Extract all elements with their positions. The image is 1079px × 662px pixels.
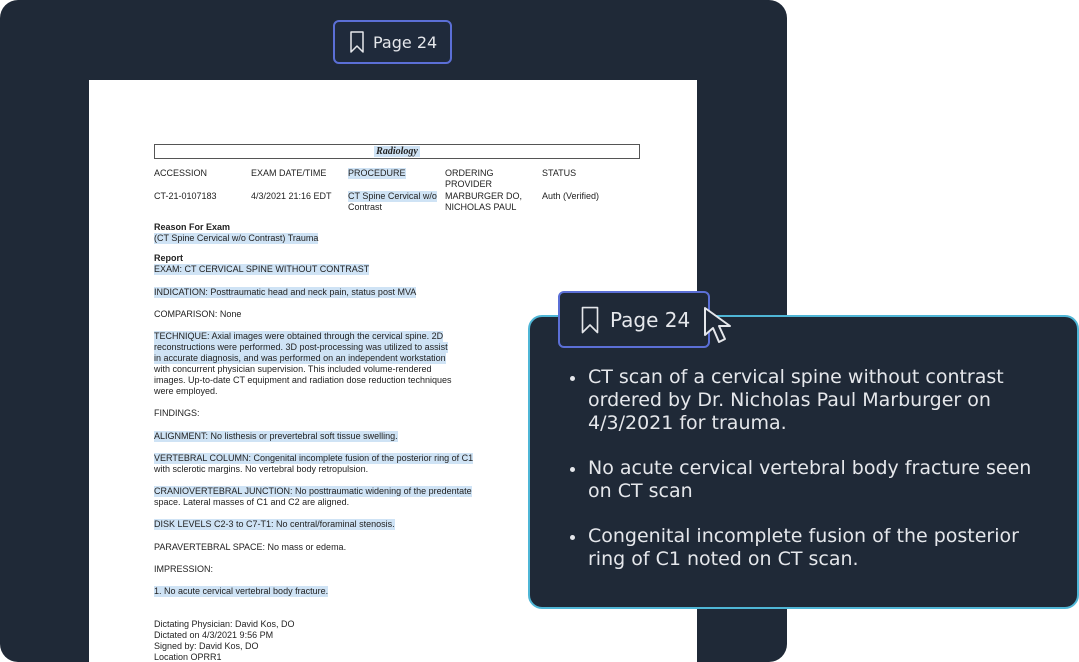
footer-line: Signed by: David Kos, DO [154,641,259,651]
page-badge-top[interactable] [333,20,452,64]
reason-heading: Reason For Exam [154,222,231,232]
header-exam-date: EXAM DATE/TIME [251,168,327,178]
summary-bullet: No acute cervical vertebral body fracture seen on CT scan [568,457,1058,503]
report-title: Radiology [376,146,418,157]
exam-line: EXAM: CT CERVICAL SPINE WITHOUT CONTRAST [154,264,370,274]
footer-line: Dictated on 4/3/2021 9:56 PM [154,630,274,640]
summary-bullets [568,366,1058,593]
cell-procedure-2: Contrast [348,202,383,212]
report-heading: Report [154,253,183,263]
header-accession: ACCESSION [154,168,208,178]
report-title-box [154,144,640,159]
footer-line: Dictating Physician: David Kos, DO [154,619,295,629]
header-procedure: PROCEDURE [348,168,406,178]
cranio-line-2: space. Lateral masses of C1 and C2 are aligned. [154,497,350,507]
cursor-arrow-icon [702,305,742,351]
vertebral-line-1: VERTEBRAL COLUMN: Congenital incomplete fusion of the posterior ring of C1 [154,453,474,463]
impression-line: 1. No acute cervical vertebral body fracture. [154,586,329,596]
footer-line: Location OPRR1 [154,652,222,662]
page-badge-label: Page 24 [610,307,691,332]
page-badge-panel[interactable] [558,291,710,348]
cell-exam-date: 4/3/2021 21:16 EDT [251,191,332,201]
summary-bullet: Congenital incomplete fusion of the posterior ring of C1 noted on CT scan. [568,525,1058,571]
header-provider: PROVIDER [445,179,493,189]
vertebral-line-2: with sclerotic margins. No vertebral body retropulsion. [154,464,369,474]
technique-line: images. Up-to-date CT equipment and radiation dose reduction techniques [154,375,452,385]
technique-line: were employed. [154,386,218,396]
cranio-line-1: CRANIOVERTEBRAL JUNCTION: No posttraumatic widening of the predentate [154,486,472,496]
technique-line: reconstructions were performed. 3D post-processing was utilized to assist [154,342,448,352]
technique-line: TECHNIQUE: Axial images were obtained through the cervical spine. 2D [154,331,444,341]
reason-text: (CT Spine Cervical w/o Contrast) Trauma [154,233,319,243]
header-ordering: ORDERING [445,168,494,178]
cell-accession: CT-21-0107183 [154,191,217,201]
technique-line: with concurrent physician supervision. This included volume-rendered [154,364,432,374]
comparison-line: COMPARISON: None [154,309,242,319]
header-status: STATUS [542,168,577,178]
impression-heading: IMPRESSION: [154,564,214,574]
paravertebral-line: PARAVERTEBRAL SPACE: No mass or edema. [154,542,347,552]
technique-line: in accurate diagnosis, and was performed on an independent workstation [154,353,446,363]
indication-line: INDICATION: Posttraumatic head and neck pain, status post MVA [154,287,417,297]
cell-status: Auth (Verified) [542,191,600,201]
page-badge-label: Page 24 [373,32,438,52]
findings-heading: FINDINGS: [154,408,200,418]
alignment-line: ALIGNMENT: No listhesis or prevertebral soft tissue swelling. [154,431,398,441]
bookmark-icon [349,31,365,53]
cell-procedure-1: CT Spine Cervical w/o [348,191,437,201]
bookmark-icon [580,306,600,334]
summary-bullet: CT scan of a cervical spine without contrast ordered by Dr. Nicholas Paul Marburger on 4/3/2021 for trauma. [568,366,1058,435]
cell-ordering-2: NICHOLAS PAUL [445,202,517,212]
disk-line: DISK LEVELS C2-3 to C7-T1: No central/foraminal stenosis. [154,519,395,529]
cell-ordering-1: MARBURGER DO, [445,191,523,201]
